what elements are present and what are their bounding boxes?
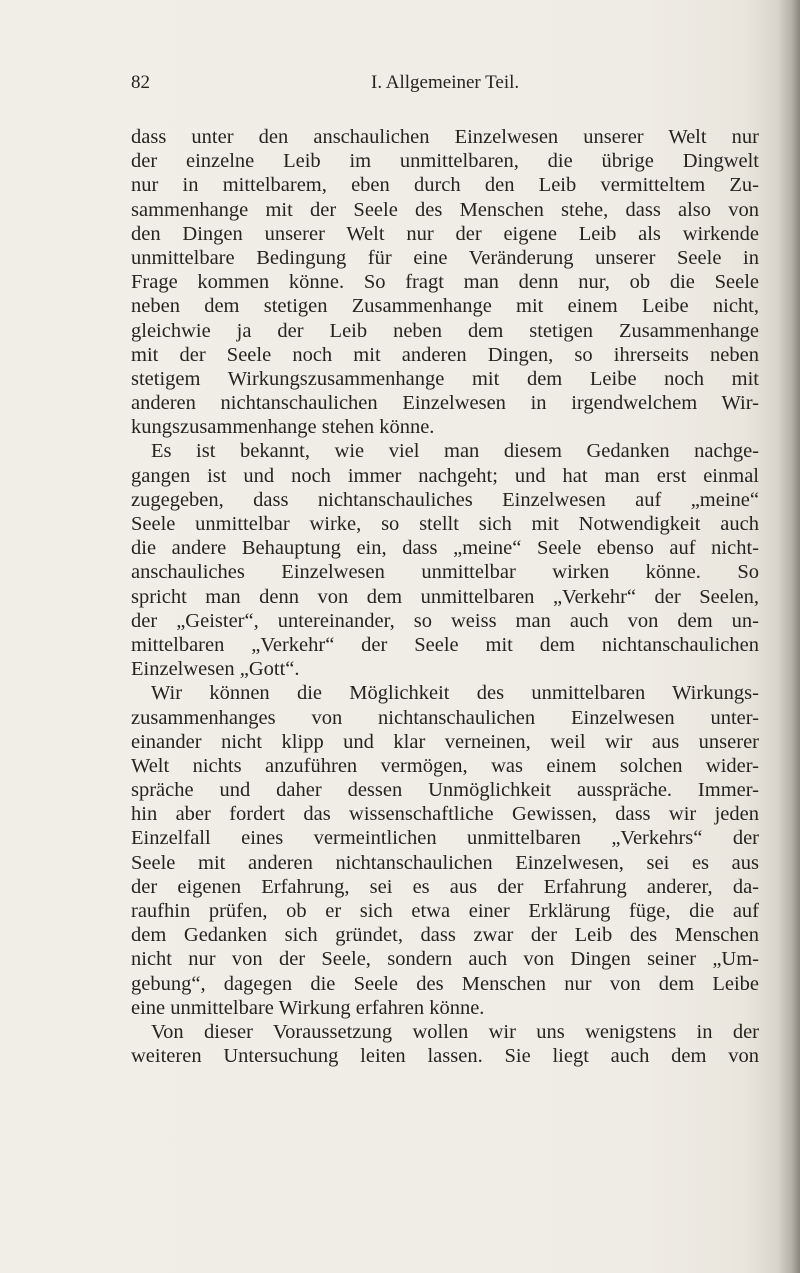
page-edge-shadow — [778, 0, 800, 1273]
text-line: anderen nichtanschaulichen Einzelwesen in irgendwelchem Wir- — [131, 392, 759, 415]
text-line: Einzelfall eines vermeintlichen unmittelbaren „Verkehrs“ der — [131, 827, 759, 850]
text-line: zugegeben, dass nichtanschauliches Einzelwesen auf „meine“ — [131, 488, 759, 511]
text-line: weiteren Untersuchung leiten lassen. Sie liegt auch dem von — [131, 1045, 759, 1068]
text-line: unmittelbare Bedingung für eine Veränderung unserer Seele in — [131, 246, 759, 269]
page-header — [131, 72, 759, 100]
text-line: die andere Behauptung ein, dass „meine“ Seele ebenso auf nicht- — [131, 537, 759, 560]
text-line: raufhin prüfen, ob er sich etwa einer Erklärung füge, die auf — [131, 900, 759, 922]
text-line: kungszusammenhange stehen könne. — [131, 416, 435, 439]
text-line: stetigem Wirkungszusammenhange mit dem Leibe noch mit — [131, 367, 759, 390]
text-line: der „Geister“, untereinander, so weiss man auch von dem un- — [131, 609, 759, 632]
text-line: nicht nur von der Seele, sondern auch von Dingen seiner „Um- — [131, 948, 759, 971]
text-line: Wir können die Möglichkeit des unmittelbaren Wirkungs- — [151, 682, 759, 705]
text-line: mittelbaren „Verkehr“ der Seele mit dem nichtanschaulichen — [131, 633, 759, 656]
text-line: hin aber fordert das wissenschaftliche Gewissen, dass wir jeden — [131, 803, 759, 826]
text-line: der eigenen Erfahrung, sei es aus der Erfahrung anderer, da- — [131, 875, 759, 898]
text-line: einander nicht klipp und klar verneinen, weil wir aus unserer — [131, 730, 759, 753]
text-line: anschauliches Einzelwesen unmittelbar wirken könne. So — [131, 561, 759, 584]
text-line: eine unmittelbare Wirkung erfahren könne. — [131, 996, 485, 1019]
text-line: gangen ist und noch immer nachgeht; und hat man erst einmal — [131, 464, 759, 487]
text-line: gleichwie ja der Leib neben dem stetigen Zusammenhange — [131, 319, 759, 342]
text-line: mit der Seele noch mit anderen Dingen, so ihrerseits neben — [131, 343, 759, 366]
body-text — [131, 125, 759, 1068]
text-line: Einzelwesen „Gott“. — [131, 658, 300, 681]
text-line: Von dieser Voraussetzung wollen wir uns wenigstens in der — [151, 1020, 759, 1043]
text-line: spräche und daher dessen Unmöglichkeit ausspräche. Immer- — [131, 779, 759, 802]
text-line: Es ist bekannt, wie viel man diesem Gedanken nachge- — [151, 440, 759, 463]
text-line: sammenhange mit der Seele des Menschen stehe, dass also von — [131, 198, 759, 221]
text-line: spricht man denn von dem unmittelbaren „Verkehr“ der Seelen, — [131, 585, 759, 608]
text-line: nur in mittelbarem, eben durch den Leib vermitteltem Zu- — [131, 174, 759, 197]
text-line: Welt nichts anzuführen vermögen, was einem solchen wider- — [131, 754, 759, 777]
text-line: den Dingen unserer Welt nur der eigene Leib als wirkende — [131, 222, 759, 245]
text-line: dass unter den anschaulichen Einzelwesen unserer Welt nur — [131, 126, 759, 148]
page-number: 82 — [131, 72, 150, 93]
text-line: neben dem stetigen Zusammenhange mit einem Leibe nicht, — [131, 295, 759, 318]
text-line: zusammenhanges von nichtanschaulichen Einzelwesen unter- — [131, 706, 759, 729]
text-line: Seele mit anderen nichtanschaulichen Einzelwesen, sei es aus — [131, 851, 759, 874]
text-line: dem Gedanken sich gründet, dass zwar der Leib des Menschen — [131, 924, 759, 947]
running-head: I. Allgemeiner Teil. — [371, 72, 520, 93]
text-line: der einzelne Leib im unmittelbaren, die übrige Dingwelt — [131, 150, 759, 173]
text-line: Seele unmittelbar wirke, so stellt sich mit Notwendigkeit auch — [131, 513, 759, 535]
text-line: gebung“, dagegen die Seele des Menschen nur von dem Leibe — [131, 972, 759, 995]
text-line: Frage kommen könne. So fragt man denn nur, ob die Seele — [131, 271, 759, 294]
